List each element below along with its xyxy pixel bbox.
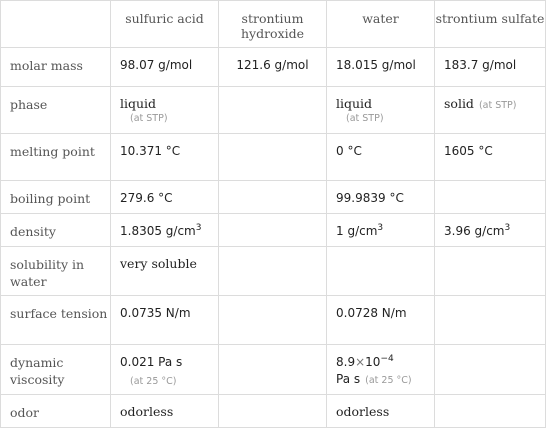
condition-note: (at STP) <box>130 113 168 124</box>
condition-note: (at 25 °C) <box>130 376 177 387</box>
row-label-boiling-point: boiling point <box>1 181 111 214</box>
cell-density-strontium-sulfate <box>435 214 546 247</box>
condition-note: (at STP) <box>478 100 517 111</box>
header-strontium-hydroxide: strontium hydroxide <box>219 1 327 48</box>
density-value: 1 g/cm <box>336 224 378 238</box>
cell-molar-mass-strontium-hydroxide: 121.6 g/mol <box>219 48 327 87</box>
viscosity-base: 10 <box>365 355 381 369</box>
phase-value: solid <box>444 96 474 111</box>
cell-molar-mass-strontium-sulfate: 183.7 g/mol <box>435 48 546 87</box>
viscosity-value: 0.021 Pa s <box>120 355 183 369</box>
row-label-phase: phase <box>1 87 111 134</box>
density-value: 1.8305 g/cm <box>120 224 196 238</box>
row-surface-tension <box>1 296 546 345</box>
cell-odor-sulfuric-acid: odorless <box>111 395 219 428</box>
cell-dynamic-viscosity-sulfuric-acid <box>111 345 219 395</box>
cell-solubility-sulfuric-acid: very soluble <box>111 247 219 296</box>
density-value: 3.96 g/cm <box>444 224 505 238</box>
row-label-odor: odor <box>1 395 111 428</box>
viscosity-mantissa: 8.9 <box>336 355 356 369</box>
row-label-melting-point: melting point <box>1 134 111 181</box>
cell-melting-point-strontium-sulfate: 1605 °C <box>435 134 546 181</box>
row-label-dynamic-viscosity: dynamic viscosity <box>1 345 111 395</box>
cell-density-strontium-hydroxide <box>219 214 327 247</box>
cell-dynamic-viscosity-strontium-sulfate <box>435 345 546 395</box>
cell-surface-tension-sulfuric-acid: 0.0735 N/m <box>111 296 219 345</box>
header-water: water <box>327 1 435 48</box>
row-label-density: density <box>1 214 111 247</box>
row-molar-mass <box>1 48 546 87</box>
cell-dynamic-viscosity-water <box>327 345 435 395</box>
viscosity-unit: Pa s <box>336 372 361 386</box>
row-label-solubility: solubility in water <box>1 247 111 296</box>
cell-melting-point-strontium-hydroxide <box>219 134 327 181</box>
row-phase <box>1 87 546 134</box>
header-sulfuric-acid: sulfuric acid <box>111 1 219 48</box>
cell-solubility-water <box>327 247 435 296</box>
header-row <box>1 1 546 48</box>
row-boiling-point <box>1 181 546 214</box>
unit-exponent: 3 <box>377 223 384 233</box>
cell-phase-sulfuric-acid <box>111 87 219 134</box>
row-label-surface-tension: surface tension <box>1 296 111 345</box>
cell-dynamic-viscosity-strontium-hydroxide <box>219 345 327 395</box>
phase-value: liquid <box>336 96 373 111</box>
unit-exponent: 3 <box>504 223 511 233</box>
condition-note: (at STP) <box>346 113 384 124</box>
cell-melting-point-water: 0 °C <box>327 134 435 181</box>
row-dynamic-viscosity <box>1 345 546 395</box>
cell-odor-water: odorless <box>327 395 435 428</box>
header-corner <box>1 1 111 48</box>
row-label-molar-mass: molar mass <box>1 48 111 87</box>
row-density <box>1 214 546 247</box>
cell-boiling-point-water: 99.9839 °C <box>327 181 435 214</box>
cell-odor-strontium-hydroxide <box>219 395 327 428</box>
cell-odor-strontium-sulfate <box>435 395 546 428</box>
cell-phase-strontium-sulfate <box>435 87 546 134</box>
cell-solubility-strontium-sulfate <box>435 247 546 296</box>
cell-surface-tension-strontium-sulfate <box>435 296 546 345</box>
cell-boiling-point-strontium-hydroxide <box>219 181 327 214</box>
times-sign: × <box>355 355 366 369</box>
unit-exponent: 3 <box>195 223 202 233</box>
row-solubility <box>1 247 546 296</box>
row-melting-point <box>1 134 546 181</box>
cell-melting-point-sulfuric-acid: 10.371 °C <box>111 134 219 181</box>
row-odor <box>1 395 546 428</box>
cell-boiling-point-sulfuric-acid: 279.6 °C <box>111 181 219 214</box>
cell-boiling-point-strontium-sulfate <box>435 181 546 214</box>
cell-molar-mass-sulfuric-acid: 98.07 g/mol <box>111 48 219 87</box>
cell-density-sulfuric-acid <box>111 214 219 247</box>
phase-value: liquid <box>120 96 157 111</box>
condition-note: (at 25 °C) <box>365 375 412 386</box>
cell-surface-tension-water: 0.0728 N/m <box>327 296 435 345</box>
cell-density-water <box>327 214 435 247</box>
cell-phase-water <box>327 87 435 134</box>
cell-surface-tension-strontium-hydroxide <box>219 296 327 345</box>
viscosity-exponent: −4 <box>380 354 394 364</box>
cell-solubility-strontium-hydroxide <box>219 247 327 296</box>
cell-phase-strontium-hydroxide <box>219 87 327 134</box>
header-strontium-sulfate: strontium sulfate <box>435 1 546 48</box>
cell-molar-mass-water: 18.015 g/mol <box>327 48 435 87</box>
